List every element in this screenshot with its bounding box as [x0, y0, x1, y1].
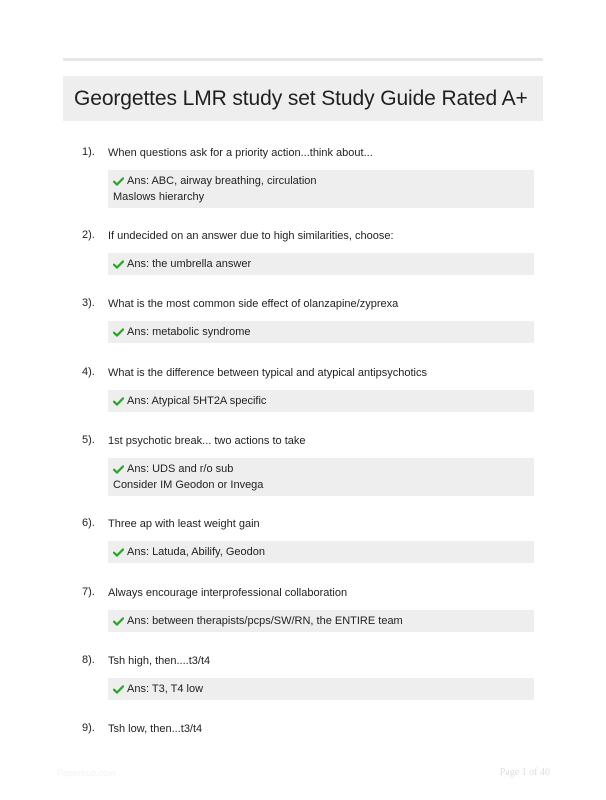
question-text: What is the difference between typical and atypical antipsychotics [108, 367, 427, 379]
check-icon [113, 465, 124, 474]
answer-box [108, 321, 534, 343]
question-text: Tsh low, then...t3/t4 [108, 723, 203, 735]
question-text: 1st psychotic break... two actions to take [108, 435, 306, 447]
answer-box [108, 678, 534, 700]
check-icon [113, 328, 124, 337]
page-number: Page 1 of 40 [499, 767, 550, 778]
answer-text: Maslows hierarchy [113, 191, 205, 203]
answer-box [108, 390, 534, 412]
question-number: 5). [82, 434, 95, 446]
answer-line [113, 544, 534, 560]
check-icon [113, 617, 124, 626]
answer-line [113, 477, 534, 493]
check-icon [113, 685, 124, 694]
answer-line [113, 189, 534, 205]
answer-line [113, 613, 534, 629]
check-icon [113, 548, 124, 557]
check-icon [113, 260, 124, 269]
question-number: 8). [82, 654, 95, 666]
check-icon [113, 177, 124, 186]
answer-box [108, 610, 534, 632]
question-number: 9). [82, 722, 95, 734]
answer-text: Ans: between therapists/pcps/SW/RN, the ENTIRE team [127, 615, 403, 627]
check-icon [113, 397, 124, 406]
question-number: 3). [82, 297, 95, 309]
answer-line [113, 393, 534, 409]
document-title: Georgettes LMR study set Study Guide Rated A+ [74, 86, 528, 110]
answer-line [113, 173, 534, 189]
answer-box [108, 170, 534, 208]
answer-line [113, 256, 534, 272]
question-text: Tsh high, then....t3/t4 [108, 655, 211, 667]
question-number: 2). [82, 229, 95, 241]
answer-text: Ans: Atypical 5HT2A specific [127, 395, 267, 407]
question-text: If undecided on an answer due to high similarities, choose: [108, 230, 394, 242]
question-text: What is the most common side effect of olanzapine/zyprexa [108, 298, 399, 310]
answer-text: Ans: the umbrella answer [127, 258, 252, 270]
answer-box [108, 253, 534, 275]
answer-line [113, 461, 534, 477]
answer-text: Ans: UDS and r/o sub [127, 463, 234, 475]
question-number: 6). [82, 517, 95, 529]
question-number: 7). [82, 586, 95, 598]
answer-text: Consider IM Geodon or Invega [113, 479, 264, 491]
answer-text: Ans: ABC, airway breathing, circulation [127, 175, 317, 187]
answer-box [108, 458, 534, 496]
question-text: Three ap with least weight gain [108, 518, 260, 530]
question-text: Always encourage interprofessional collaboration [108, 587, 348, 599]
footer-watermark: Paperhub.com [57, 768, 116, 778]
answer-text: Ans: Latuda, Abilify, Geodon [127, 546, 265, 558]
answer-box [108, 541, 534, 563]
answer-line [113, 681, 534, 697]
question-number: 4). [82, 366, 95, 378]
answer-text: Ans: metabolic syndrome [127, 326, 251, 338]
answer-line [113, 324, 534, 340]
question-text: When questions ask for a priority action...think about... [108, 147, 373, 159]
question-number: 1). [82, 146, 95, 158]
answer-text: Ans: T3, T4 low [127, 683, 204, 695]
